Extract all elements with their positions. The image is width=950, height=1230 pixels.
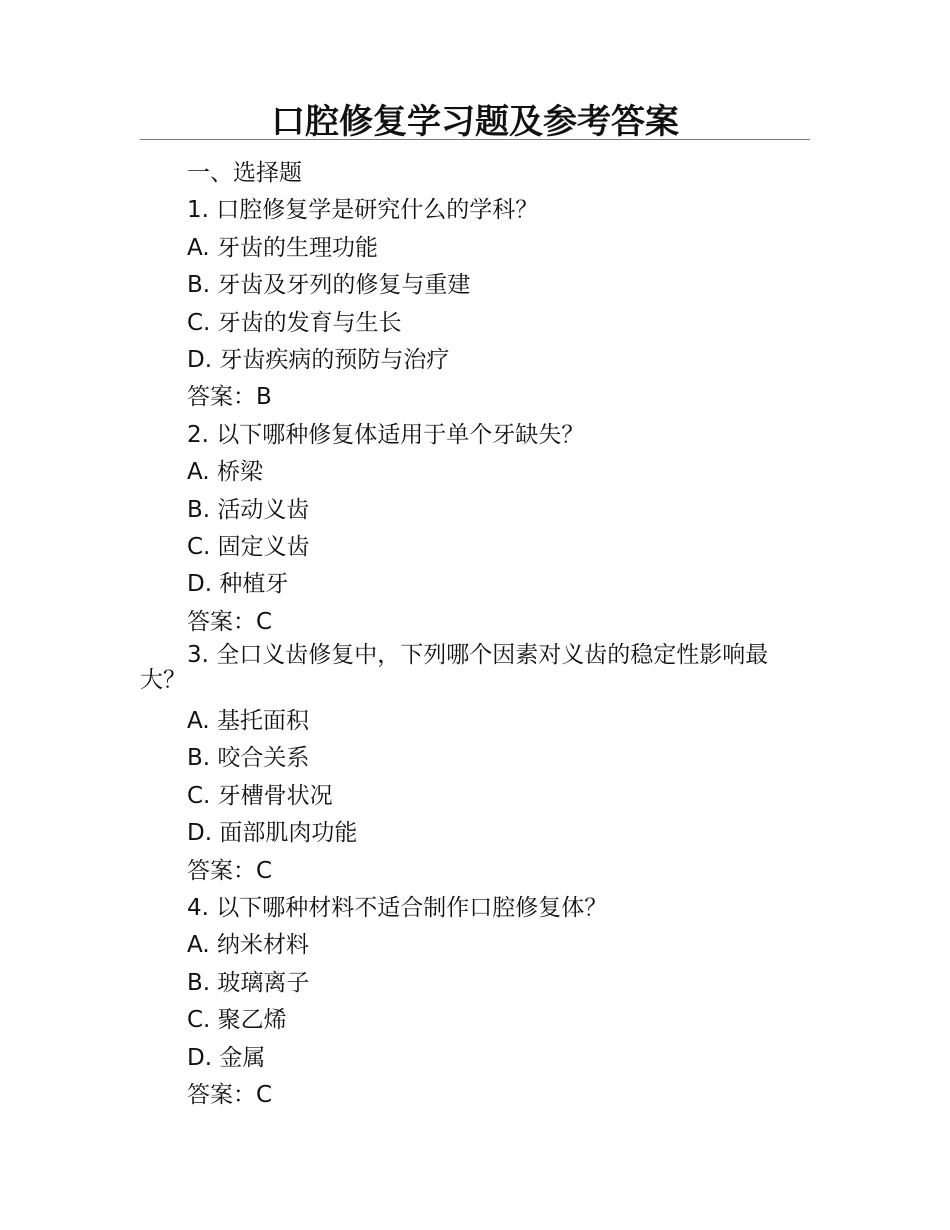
option-a: A. 基托面积 <box>187 708 309 735</box>
answer-text: 答案：C <box>187 857 273 884</box>
question-text: 1. 口腔修复学是研究什么的学科？ <box>187 197 539 224</box>
document-title: 口腔修复学习题及参考答案 <box>271 102 679 142</box>
title-underline <box>140 139 810 140</box>
option-b: B. 牙齿及牙列的修复与重建 <box>187 272 471 299</box>
option-c: C. 固定义齿 <box>187 533 310 560</box>
option-d: D. 面部肌肉功能 <box>187 820 358 847</box>
option-b: B. 活动义齿 <box>187 496 310 523</box>
option-c: C. 牙槽骨状况 <box>187 782 333 809</box>
option-a: A. 纳米材料 <box>187 932 309 959</box>
option-d: D. 金属 <box>187 1044 266 1071</box>
question-block-1 <box>140 192 812 416</box>
option-c: C. 聚乙烯 <box>187 1007 287 1034</box>
question-text: 4. 以下哪种材料不适合制作口腔修复体？ <box>187 895 608 922</box>
answer-text: 答案：C <box>187 1081 273 1108</box>
option-c: C. 牙齿的发育与生长 <box>187 309 402 336</box>
option-b: B. 咬合关系 <box>187 745 310 772</box>
document-body <box>140 155 812 1114</box>
option-d: D. 种植牙 <box>187 571 289 598</box>
option-a: A. 桥梁 <box>187 459 263 486</box>
answer-text: 答案：C <box>187 608 273 635</box>
question-block-4 <box>140 890 812 1114</box>
question-text: 3. 全口义齿修复中，下列哪个因素对义齿的稳定性影响最大？ <box>140 642 769 694</box>
option-b: B. 玻璃离子 <box>187 969 310 996</box>
section-heading: 一、选择题 <box>187 160 302 186</box>
answer-text: 答案：B <box>187 384 272 411</box>
question-text: 2. 以下哪种修复体适用于单个牙缺失？ <box>187 421 585 448</box>
question-block-3 <box>140 641 812 890</box>
option-a: A. 牙齿的生理功能 <box>187 234 378 261</box>
question-block-2 <box>140 417 812 641</box>
option-d: D. 牙齿疾病的预防与治疗 <box>187 346 450 373</box>
